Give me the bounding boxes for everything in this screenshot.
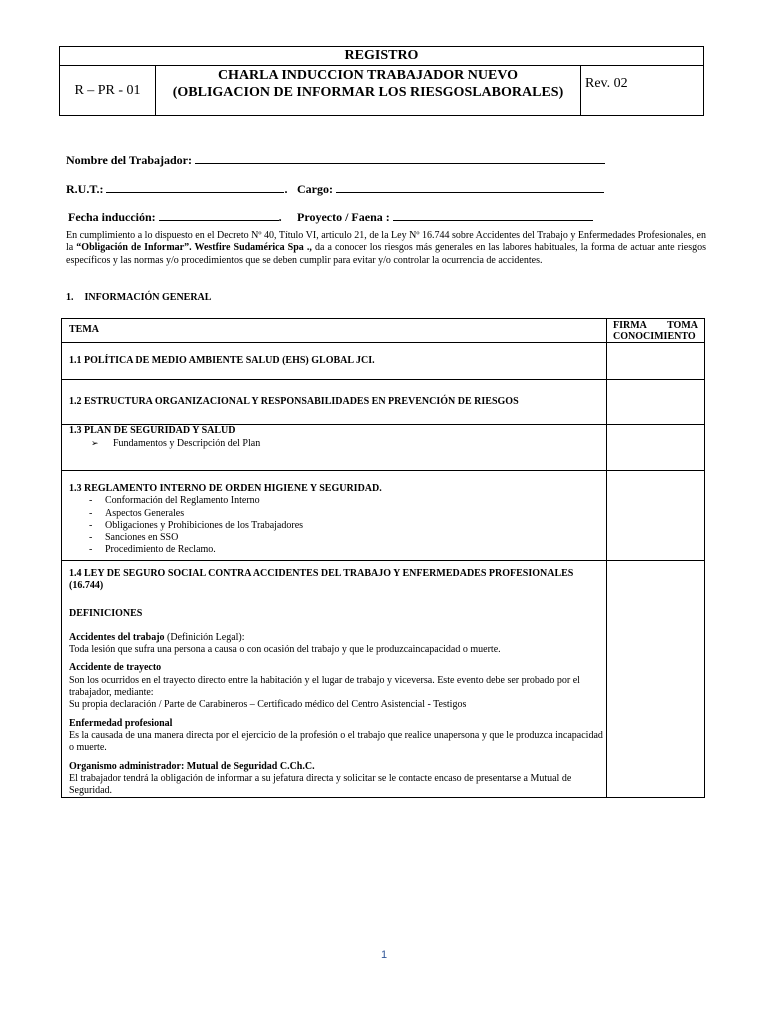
proyecto-label: Proyecto / Faena :	[297, 210, 390, 224]
section-number: 1.	[66, 292, 74, 303]
intro-text-1: En cumplimiento a lo dispuesto en el Decreto Nº 40, Título VI, articulo 21, de la Ley Nº 16.744 sobre Accidentes del Trabajo y Enfermedades Profesionales, en la	[66, 230, 706, 254]
row-estructura: 1.2 ESTRUCTURA ORGANIZACIONAL Y RESPONSABILIDADES EN PREVENCIÓN DE RIESGOS	[62, 380, 607, 425]
nombre-line[interactable]	[195, 152, 605, 164]
table-row	[62, 471, 705, 561]
fecha-dot: .	[278, 210, 282, 224]
col-firma-header: FIRMA TOMA CONOCIMIENTO	[607, 319, 705, 343]
table-header-row	[62, 319, 705, 343]
signature-cell[interactable]	[607, 471, 705, 561]
plan-item: ➢ Fundamentos y Descripción del Plan	[91, 438, 261, 450]
row-reglamento	[62, 471, 607, 561]
list-item: - Obligaciones y Prohibiciones de los Trabajadores	[69, 520, 606, 532]
document-header	[59, 46, 704, 116]
fecha-line[interactable]	[159, 209, 279, 221]
def-enfermedad-profesional: Enfermedad profesional Es la causada de una manera directa por el ejercicio de la profesión o el trabajo que realice unapersona y que le produzca incapacidad o muerte.	[69, 717, 603, 754]
table-row	[62, 343, 705, 380]
intro-bold: “Obligación de Informar”. Westfire Sudamérica Spa .,	[76, 242, 312, 254]
row-ley	[62, 561, 607, 798]
table-row	[62, 380, 705, 425]
list-item: - Sanciones en SSO	[69, 532, 606, 544]
signature-cell[interactable]	[607, 425, 705, 471]
revision-label: Rev. 02	[580, 66, 704, 116]
cargo-field[interactable]	[297, 181, 604, 197]
row-ley-title: 1.4 LEY DE SEGURO SOCIAL CONTRA ACCIDENTES DEL TRABAJO Y ENFERMEDADES PROFESIONALES (16.744)	[69, 568, 574, 592]
cargo-line[interactable]	[336, 181, 604, 193]
reglamento-list	[69, 495, 606, 556]
intro-text-2: da a conocer los riesgos más generales en las labores habituales, la forma de actuar ante riesgos específicos y las normas y/o procedimientos que se deben cumplir para evitar y/o controlar la ocurrencia de accidentes.	[66, 242, 706, 266]
rut-line[interactable]	[106, 181, 284, 193]
list-item: - Aspectos Generales	[69, 508, 606, 520]
arrow-bullet-icon: ➢	[91, 438, 99, 449]
document-code: R – PR - 01	[60, 66, 156, 116]
nombre-field[interactable]	[66, 152, 605, 168]
def-accidente-trabajo: Accidentes del trabajo (Definición Legal): Toda lesión que sufra una persona a causa o con ocasión del trabajo y que le produzcaincapacidad o muerte.	[69, 631, 501, 656]
proyecto-field[interactable]	[297, 209, 593, 225]
cargo-label: Cargo:	[297, 182, 333, 196]
fecha-label: Fecha inducción:	[68, 210, 156, 224]
row-plan	[62, 425, 607, 471]
signature-cell[interactable]	[607, 561, 705, 798]
row-reglamento-title: 1.3 REGLAMENTO INTERNO DE ORDEN HIGIENE Y SEGURIDAD.	[69, 483, 382, 494]
col-tema-header: TEMA	[62, 319, 607, 343]
rut-field[interactable]	[66, 181, 287, 197]
page-number: 1	[380, 949, 388, 961]
table-row	[62, 425, 705, 471]
section-title: INFORMACIÓN GENERAL	[84, 292, 212, 303]
proyecto-line[interactable]	[393, 209, 593, 221]
fecha-field[interactable]	[68, 209, 282, 225]
nombre-label: Nombre del Trabajador:	[66, 153, 192, 167]
definiciones-heading: DEFINICIONES	[69, 607, 143, 619]
intro-paragraph	[66, 230, 706, 267]
title-line-2: (OBLIGACION DE INFORMAR LOS RIESGOSLABORALES)	[172, 85, 564, 100]
registro-label: REGISTRO	[60, 47, 703, 66]
def-accidente-trayecto: Accidente de trayecto Son los ocurridos en el trayecto directo entre la habitación y el lugar de trabajo y viceversa. Este evento debe ser probado por el trabajador, mediante: Su propia declaración / Parte de Carabineros – Certificado médico del Centro Asistencial - Testigos	[69, 662, 580, 711]
section-heading	[66, 292, 211, 303]
rut-dot: .	[284, 182, 288, 196]
rut-label: R.U.T.:	[66, 182, 104, 196]
document-title	[156, 66, 580, 116]
table-row	[62, 561, 705, 798]
list-item: - Procedimiento de Reclamo.	[69, 544, 606, 556]
topics-table	[61, 318, 705, 798]
title-line-1: CHARLA INDUCCION TRABAJADOR NUEVO	[217, 68, 519, 83]
signature-cell[interactable]	[607, 380, 705, 425]
row-politica: 1.1 POLÍTICA DE MEDIO AMBIENTE SALUD (EHS) GLOBAL JCI.	[62, 343, 607, 380]
list-item: - Conformación del Reglamento Interno	[69, 495, 606, 507]
row-plan-title: 1.3 PLAN DE SEGURIDAD Y SALUD	[69, 425, 236, 436]
def-organismo: Organismo administrador: Mutual de Seguridad C.Ch.C. El trabajador tendrá la obligación de informar a su jefatura directa y solicitar se le contacte encaso de presentarse a Mutual de Seguridad.	[69, 760, 572, 797]
signature-cell[interactable]	[607, 343, 705, 380]
